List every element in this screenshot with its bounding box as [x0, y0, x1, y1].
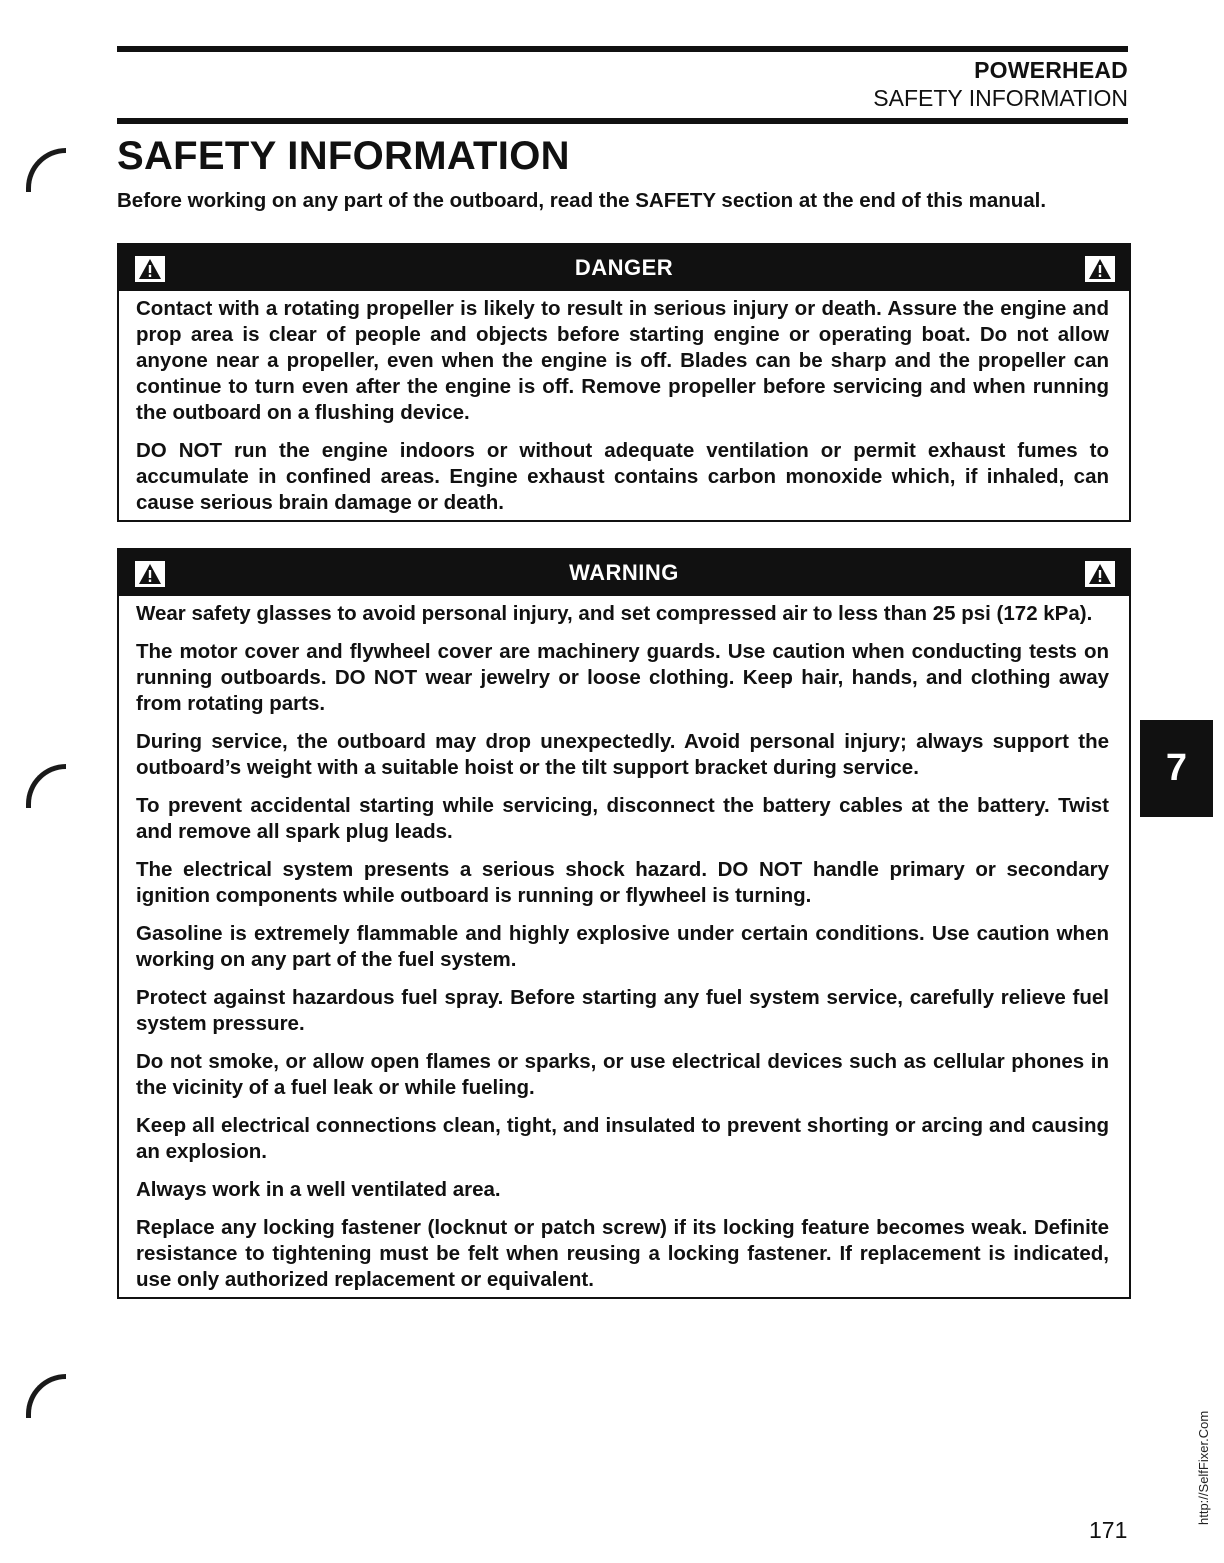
header-rule-bottom [117, 118, 1128, 124]
danger-label: DANGER [574, 255, 674, 280]
page-title: SAFETY INFORMATION [117, 134, 570, 178]
warning-label: WARNING [569, 560, 679, 585]
warning-paragraph: During service, the outboard may drop unexpectedly. Avoid personal injury; always support the outboard’s weight with a suitable hoist or the tilt support bracket during service. [136, 730, 1109, 779]
warning-paragraph: Keep all electrical connections clean, tight, and insulated to prevent shorting or arcing and causing an explosion. [136, 1114, 1109, 1163]
chapter-tab: 7 [1140, 720, 1213, 817]
binder-mark-bottom [26, 1374, 66, 1418]
danger-paragraph: Contact with a rotating propeller is likely to result in serious injury or death. Assure the engine and prop area is clear of people and objects before starting engine or operating boat. Do not allow anyone near a propeller, even when the engine is off. Blades can be sharp and the propeller can continue to turn even after the engine is off. Remove propeller before servicing and when running the outboard on a flushing device. [136, 297, 1109, 424]
header-section: SAFETY INFORMATION [873, 85, 1128, 111]
warning-paragraph: Do not smoke, or allow open flames or sparks, or use electrical devices such as cellular phones in the vicinity of a fuel leak or while fueling. [136, 1050, 1109, 1099]
binder-mark-top [26, 148, 66, 192]
danger-header-bar [119, 245, 1129, 291]
header-rule-top [117, 46, 1128, 52]
danger-body [119, 291, 1129, 520]
warning-paragraph: Wear safety glasses to avoid personal injury, and set compressed air to less than 25 psi (172 kPa). [136, 602, 1093, 625]
intro-text: Before working on any part of the outboard, read the SAFETY section at the end of this manual. [117, 189, 1047, 212]
warning-triangle-icon [135, 561, 165, 587]
warning-header-bar [119, 550, 1129, 596]
warning-paragraph: Gasoline is extremely flammable and highly explosive under certain conditions. Use caution when working on any part of the fuel system. [136, 922, 1109, 971]
warning-paragraph: Always work in a well ventilated area. [136, 1178, 501, 1201]
warning-callout [117, 548, 1131, 1299]
warning-paragraph: The electrical system presents a serious shock hazard. DO NOT handle primary or secondary ignition components while outboard is running or flywheel is turning. [136, 858, 1109, 907]
warning-paragraph: Protect against hazardous fuel spray. Before starting any fuel system service, carefully relieve fuel system pressure. [136, 986, 1109, 1035]
warning-triangle-icon [135, 256, 165, 282]
danger-paragraph: DO NOT run the engine indoors or without adequate ventilation or permit exhaust fumes to accumulate in confined areas. Engine exhaust contains carbon monoxide which, if inhaled, can cause serious brain damage or death. [136, 439, 1109, 514]
warning-paragraph: The motor cover and flywheel cover are machinery guards. Use caution when conducting tests on running outboards. DO NOT wear jewelry or loose clothing. Keep hair, hands, and clothing away from rotating parts. [136, 640, 1109, 715]
warning-paragraph: Replace any locking fastener (locknut or patch screw) if its locking feature becomes weak. Definite resistance to tightening must be felt when reusing a locking fastener. If replacement is indicated, use only authorized replacement or equivalent. [136, 1216, 1109, 1291]
header-chapter: POWERHEAD [974, 57, 1128, 83]
danger-callout [117, 243, 1131, 522]
binder-mark-middle [26, 764, 66, 808]
warning-paragraph: To prevent accidental starting while servicing, disconnect the battery cables at the battery. Twist and remove all spark plug leads. [136, 794, 1109, 843]
warning-triangle-icon [1085, 561, 1115, 587]
page-number: 171 [1089, 1517, 1128, 1543]
warning-triangle-icon [1085, 256, 1115, 282]
watermark-url: http://SelfFixer.Com [1196, 1410, 1211, 1525]
warning-body [119, 596, 1129, 1297]
